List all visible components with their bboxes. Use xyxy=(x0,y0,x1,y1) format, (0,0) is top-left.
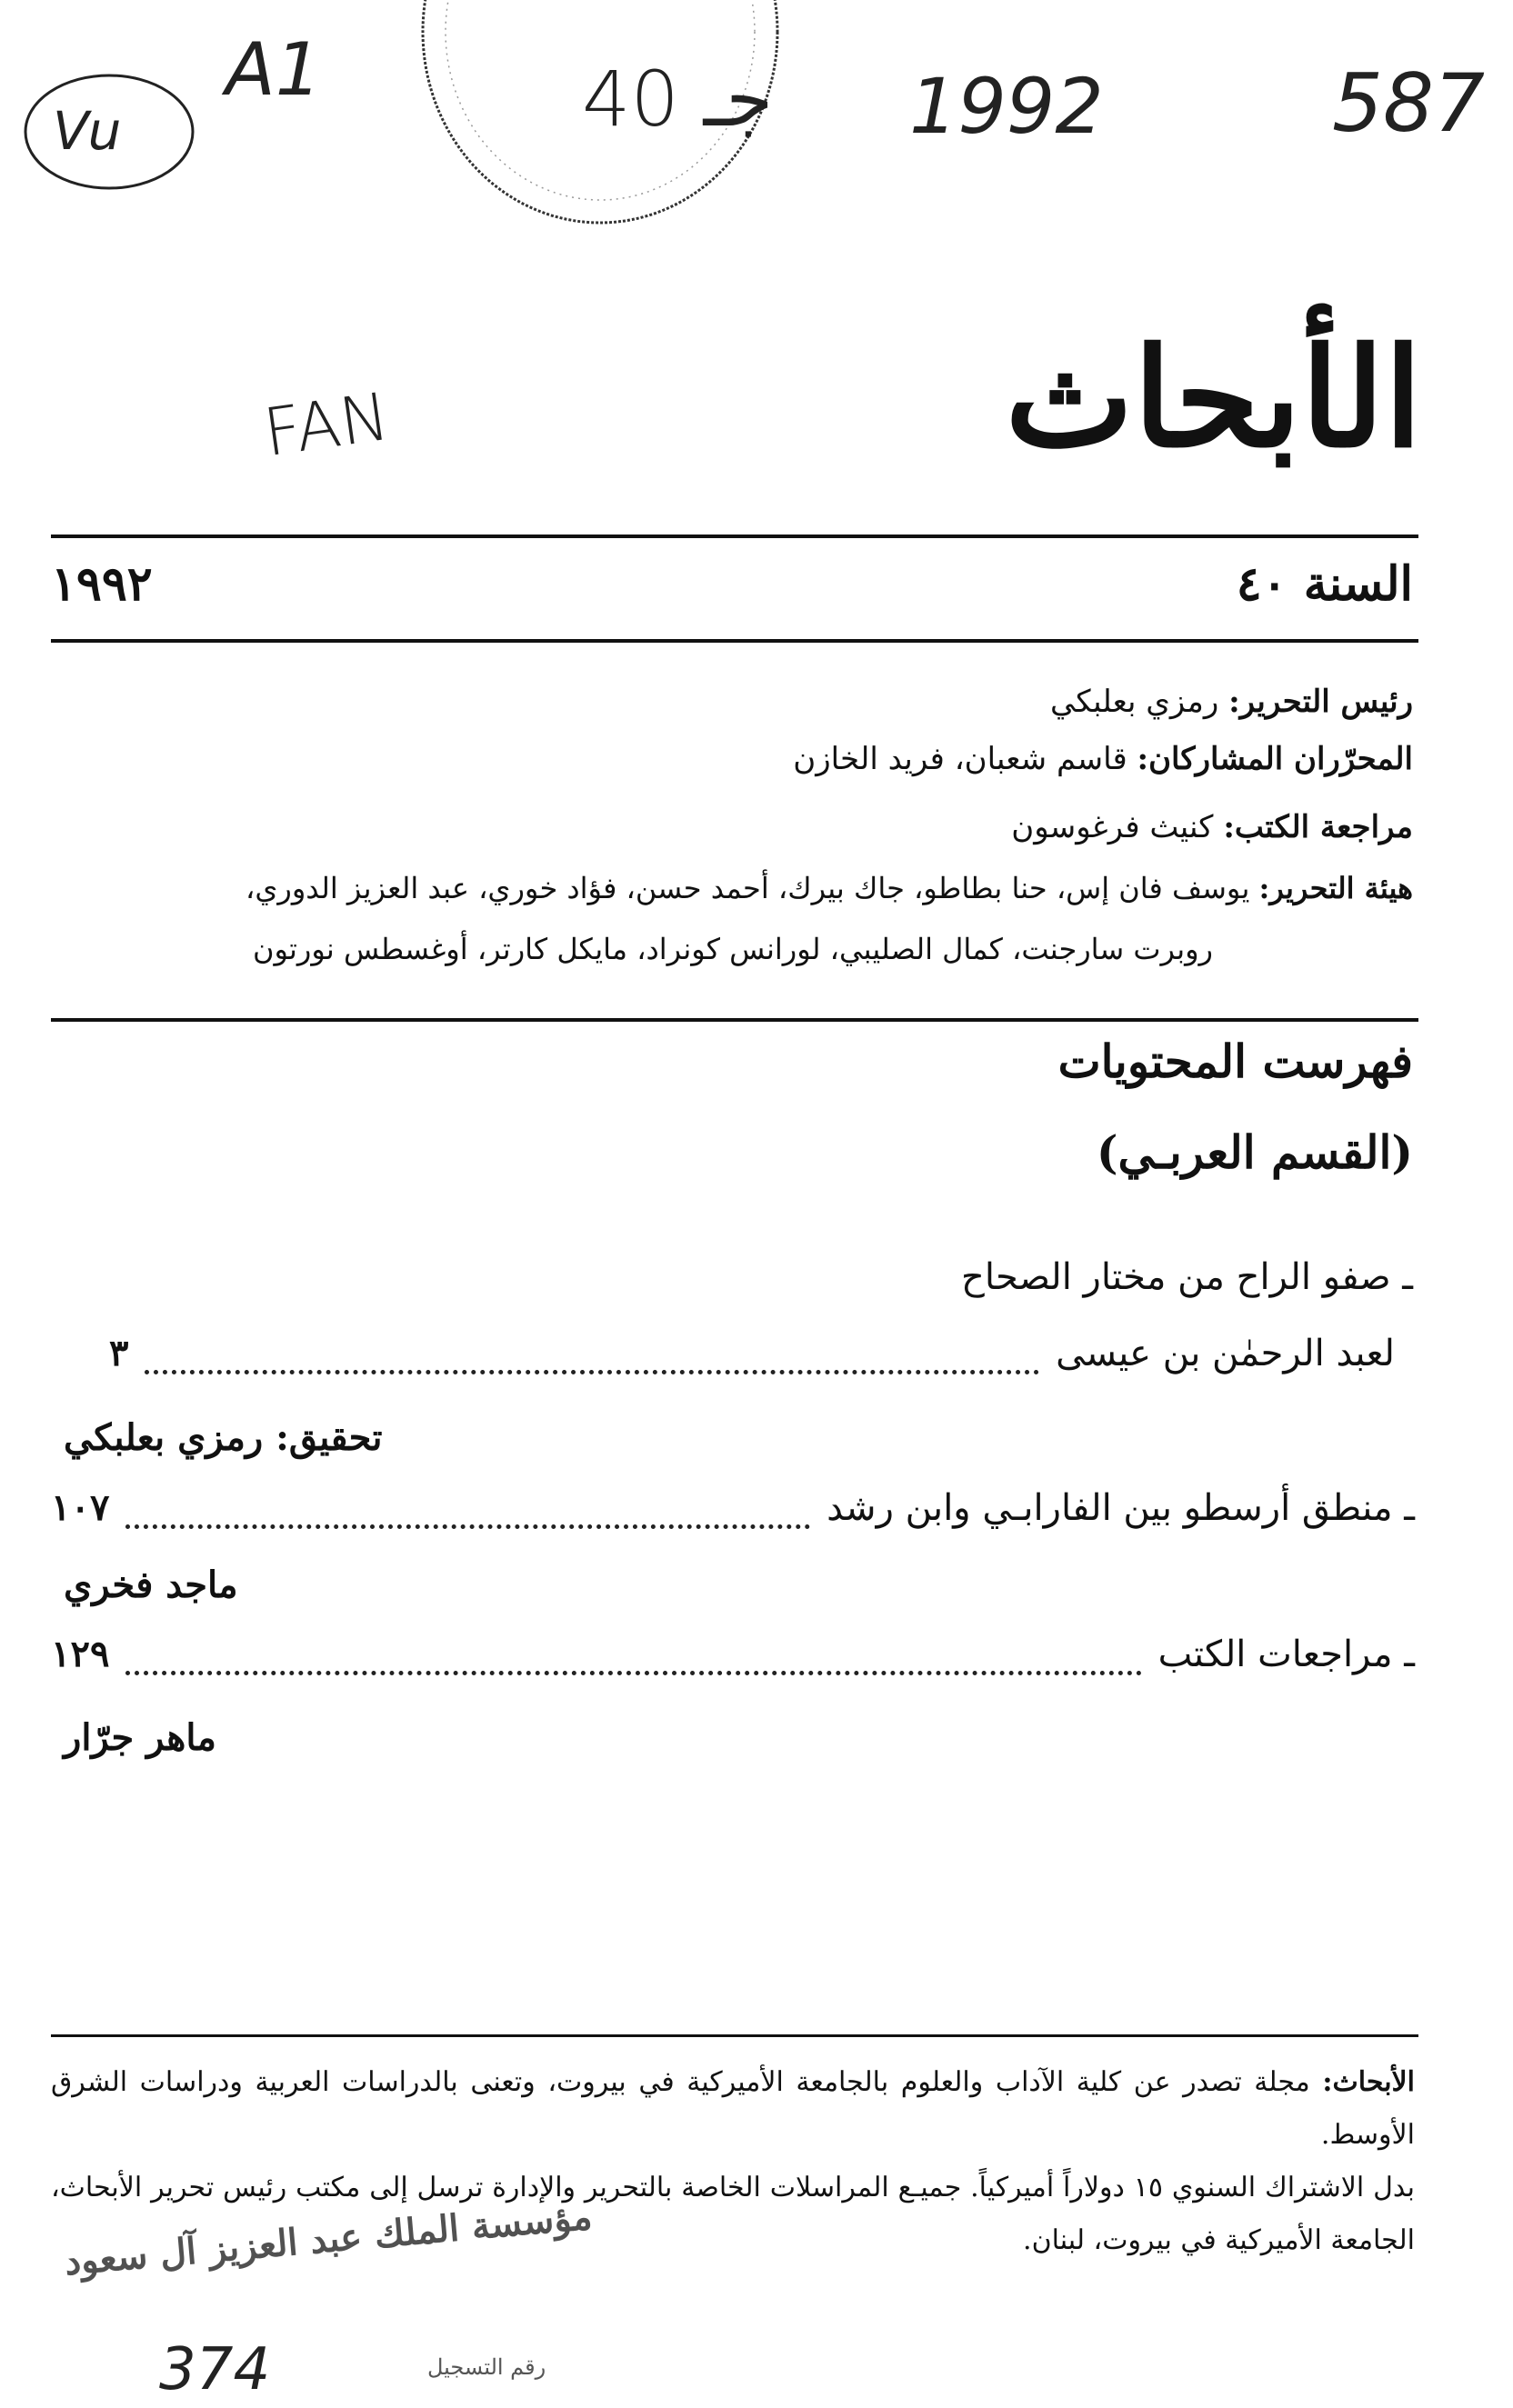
toc-leader-dots xyxy=(125,1653,1141,1675)
footer-about-label: الأبحاث: xyxy=(1322,2066,1415,2098)
editorial-board-line1 xyxy=(245,871,1413,905)
toc-item-2-author: ماجد فخري xyxy=(64,1564,238,1606)
associate-editors-label: المحرّران المشاركان: xyxy=(1137,741,1413,777)
handwritten-year: 1992 xyxy=(909,62,1104,151)
editor-in-chief xyxy=(1050,684,1413,720)
toc-heading: فهرست المحتويات xyxy=(1057,1034,1413,1088)
toc-item-2-line xyxy=(51,1486,1415,1529)
toc-item-1-subtitle: لعبد الرحمٰن بن عيسى xyxy=(1056,1333,1395,1374)
handwritten-stamp-number: 374 xyxy=(159,2336,271,2403)
associate-editors-value: قاسم شعبان، فريد الخازن xyxy=(793,741,1127,777)
book-reviews-label: مراجعة الكتب: xyxy=(1223,809,1413,845)
toc-subheading: (القسم العربـي) xyxy=(1096,1125,1413,1179)
toc-leader-dots xyxy=(145,1352,1039,1374)
editor-in-chief-label: رئيس التحرير: xyxy=(1228,684,1413,720)
handwritten-code: A1 xyxy=(225,27,322,112)
journal-masthead: الأبحاث xyxy=(1005,318,1422,478)
footer-about-text: مجلة تصدر عن كلية الآداب والعلوم بالجامعة الأميركية في بيروت، وتعنى بالدراسات العربية ودراسات الشرق الأوسط. xyxy=(51,2066,1415,2151)
handwritten-initials: Vu xyxy=(53,100,122,162)
toc-item-1-line xyxy=(109,1332,1413,1374)
toc-item-1-page: ٣ xyxy=(109,1332,129,1374)
toc-item-3-author: ماهر جرّار xyxy=(64,1716,216,1759)
volume-rule xyxy=(51,639,1418,643)
issue-year: ١٩٩٢ xyxy=(51,556,153,612)
toc-item-3-page: ١٢٩ xyxy=(51,1633,110,1675)
toc-leader-dots xyxy=(125,1506,810,1529)
editorial-rule xyxy=(51,1018,1418,1022)
footer-about xyxy=(51,2056,1415,2162)
footer-subscription: بدل الاشتراك السنوي ١٥ دولاراً أميركياً. جميـع المراسلات الخاصة بالتحرير والإدارة ترسل إلى مكتب رئيس تحرير الأبحاث، الجامعة الأميركية في بيروت، لبنان. xyxy=(51,2172,1415,2256)
toc-item-1-author: تحقيق: رمزي بعلبكي xyxy=(64,1416,383,1459)
editorial-board-line2: روبرت سارجنت، كمال الصليبي، لورانس كونراد، مايكل كارتر، أوغسطس نورتون xyxy=(252,932,1213,966)
library-stamp-text: مؤسسة الملك عبد العزيز آل سعود xyxy=(63,2194,594,2284)
associate-editors xyxy=(793,741,1413,777)
book-reviews-editor xyxy=(1011,809,1413,845)
registration-label: رقم التسجيل xyxy=(427,2354,546,2380)
toc-item-1-title: ـ صفو الراح من مختار الصحاح xyxy=(961,1256,1413,1298)
handwritten-number: 587 xyxy=(1332,56,1485,150)
handwritten-catalog: FAN xyxy=(258,377,395,472)
handwritten-volume: 40 جـ xyxy=(582,55,774,144)
editor-in-chief-value: رمزي بعلبكي xyxy=(1050,684,1219,720)
toc-item-3-title: ـ مراجعات الكتب xyxy=(1157,1634,1415,1675)
toc-item-3-line xyxy=(51,1633,1415,1675)
book-reviews-value: كنيث فرغوسون xyxy=(1011,809,1214,845)
footer-rule xyxy=(51,2034,1418,2037)
masthead-rule xyxy=(51,535,1418,538)
editorial-board-label: هيئة التحرير: xyxy=(1258,871,1413,905)
toc-item-2-page: ١٠٧ xyxy=(51,1486,110,1529)
volume-label: السنة ٤٠ xyxy=(1236,556,1413,612)
toc-item-2-title: ـ منطق أرسطو بين الفارابـي وابن رشد xyxy=(827,1487,1415,1529)
editorial-board-members-1: يوسف فان إس، حنا بطاطو، جاك بيرك، أحمد حسن، فؤاد خوري، عبد العزيز الدوري، xyxy=(245,871,1250,905)
